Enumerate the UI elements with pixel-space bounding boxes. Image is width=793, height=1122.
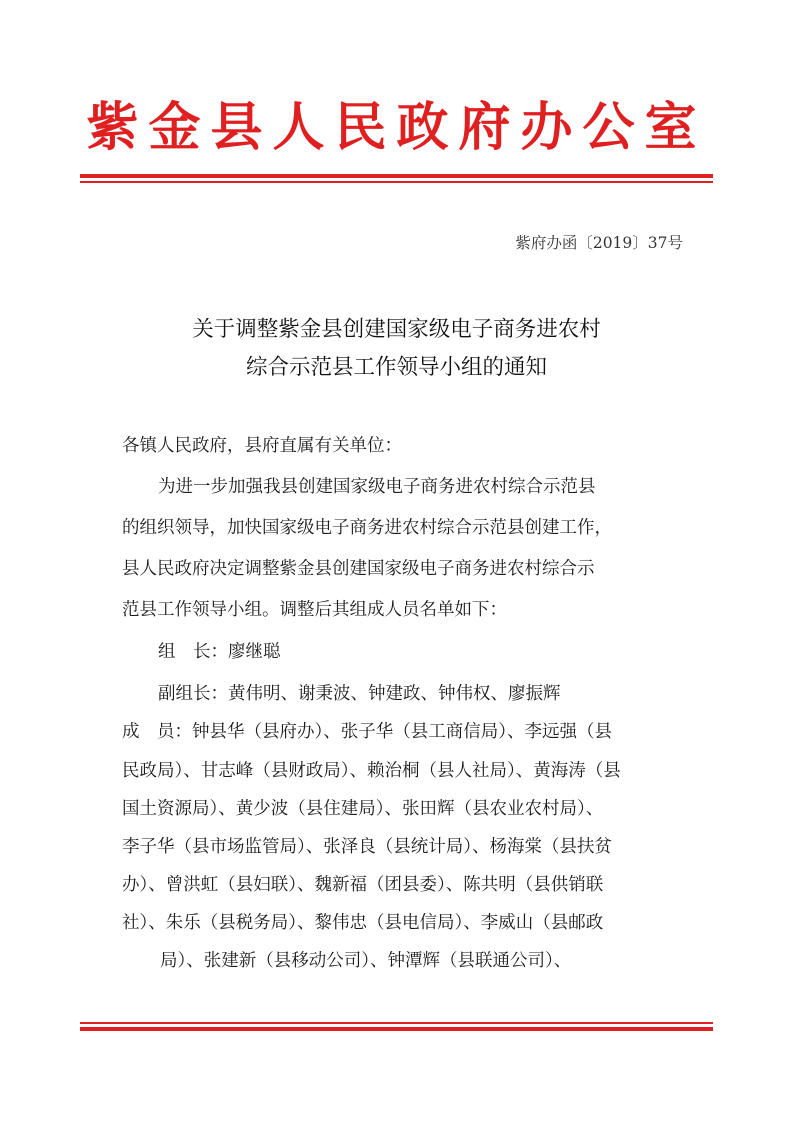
body-line: 县人民政府决定调整紫金县创建国家级电子商务进农村综合示 <box>122 559 595 579</box>
body-line: 范县工作领导小组。调整后其组成人员名单如下： <box>122 600 507 620</box>
leader-line: 组 长：廖继聪 <box>158 642 281 662</box>
salutation: 各镇人民政府，县府直属有关单位： <box>122 436 402 456</box>
header-rule-thick <box>80 174 713 178</box>
footer-rule-thin <box>80 1022 713 1024</box>
body-line: 的组织领导，加快国家级电子商务进农村综合示范县创建工作， <box>122 518 612 538</box>
office-header-title: 紫金县人民政府办公室 <box>86 97 707 158</box>
member-line: 李子华（县市场监管局）、张泽良（县统计局）、杨海棠（县扶贫 <box>122 837 612 857</box>
member-line: 成 员：钟县华（县府办）、张子华（县工商信局）、李远强（县 <box>122 722 612 742</box>
member-line: 民政局）、甘志峰（县财政局）、赖治桐（县人社局）、黄海涛（县 <box>122 761 621 781</box>
notice-title-line-1: 关于调整紫金县创建国家级电子商务进农村 <box>192 317 601 342</box>
member-line: 局）、张建新（县移动公司）、钟潭辉（县联通公司）、 <box>160 951 572 971</box>
notice-title-line-2: 综合示范县工作领导小组的通知 <box>245 355 547 380</box>
member-line: 社）、朱乐（县税务局）、黎伟忠（县电信局）、李威山（县邮政 <box>122 913 604 933</box>
deputy-leaders-line: 副组长：黄伟明、谢秉波、钟建政、钟伟权、廖振辉 <box>158 684 561 704</box>
body-line: 为进一步加强我县创建国家级电子商务进农村综合示范县 <box>158 477 596 497</box>
document-number: 紫府办函〔2019〕37号 <box>515 234 683 252</box>
member-line: 办）、曾洪虹（县妇联）、魏新福（团县委）、陈共明（县供销联 <box>122 875 604 895</box>
header-rule-thin <box>80 181 713 183</box>
member-line: 国土资源局）、黄少波（县住建局）、张田辉（县农业农村局）、 <box>122 799 604 819</box>
footer-rule-thick <box>80 1027 713 1031</box>
